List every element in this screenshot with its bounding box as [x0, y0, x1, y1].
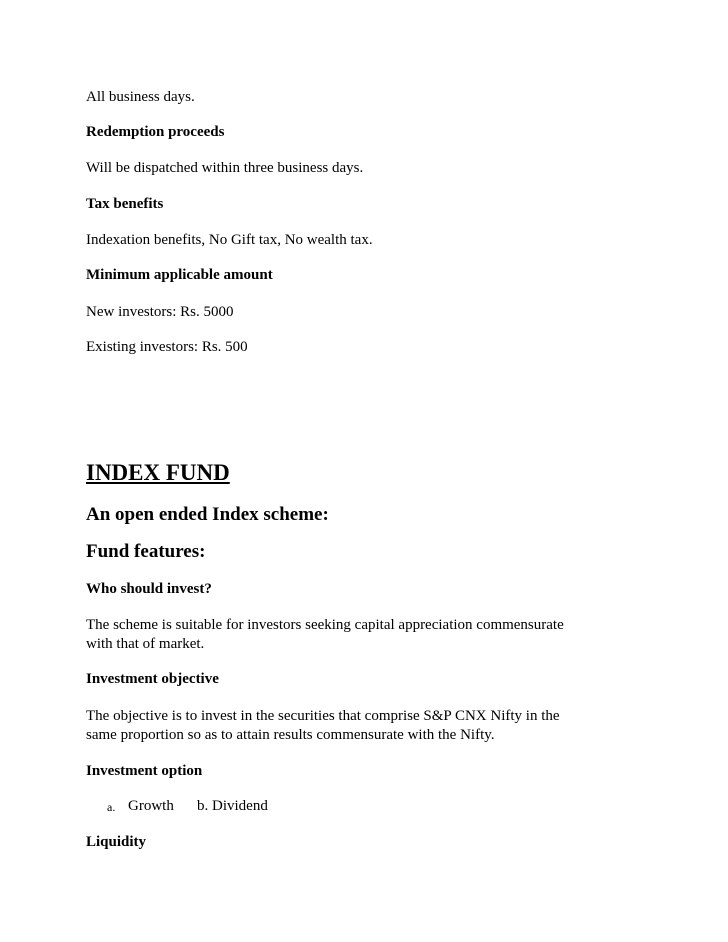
liquidity-heading: Liquidity: [86, 834, 147, 850]
option-dividend: b. Dividend: [197, 798, 268, 814]
option-a-marker: a.: [107, 800, 116, 814]
investment-objective-line-1: The objective is to invest in the securities that comprise S&P CNX Nifty in the: [86, 708, 560, 724]
dealing-days-text: All business days.: [86, 89, 195, 105]
index-fund-title: INDEX FUND: [86, 460, 230, 485]
option-growth: Growth: [128, 798, 174, 814]
investment-objective-heading: Investment objective: [86, 671, 219, 687]
fund-features-heading: Fund features:: [86, 541, 206, 562]
redemption-heading: Redemption proceeds: [86, 124, 225, 140]
who-should-invest-line-1: The scheme is suitable for investors seeking capital appreciation commensurate: [86, 617, 564, 633]
investment-option-heading: Investment option: [86, 763, 203, 779]
tax-heading: Tax benefits: [86, 196, 164, 212]
who-should-invest-heading: Who should invest?: [86, 581, 212, 597]
index-fund-subtitle: An open ended Index scheme:: [86, 504, 329, 525]
minimum-heading: Minimum applicable amount: [86, 267, 273, 283]
existing-investors-text: Existing investors: Rs. 500: [86, 339, 248, 355]
who-should-invest-line-2: with that of market.: [86, 636, 205, 652]
tax-text: Indexation benefits, No Gift tax, No wealth tax.: [86, 232, 373, 248]
investment-objective-line-2: same proportion so as to attain results commensurate with the Nifty.: [86, 727, 495, 743]
new-investors-text: New investors: Rs. 5000: [86, 304, 234, 320]
redemption-text: Will be dispatched within three business days.: [86, 160, 364, 176]
